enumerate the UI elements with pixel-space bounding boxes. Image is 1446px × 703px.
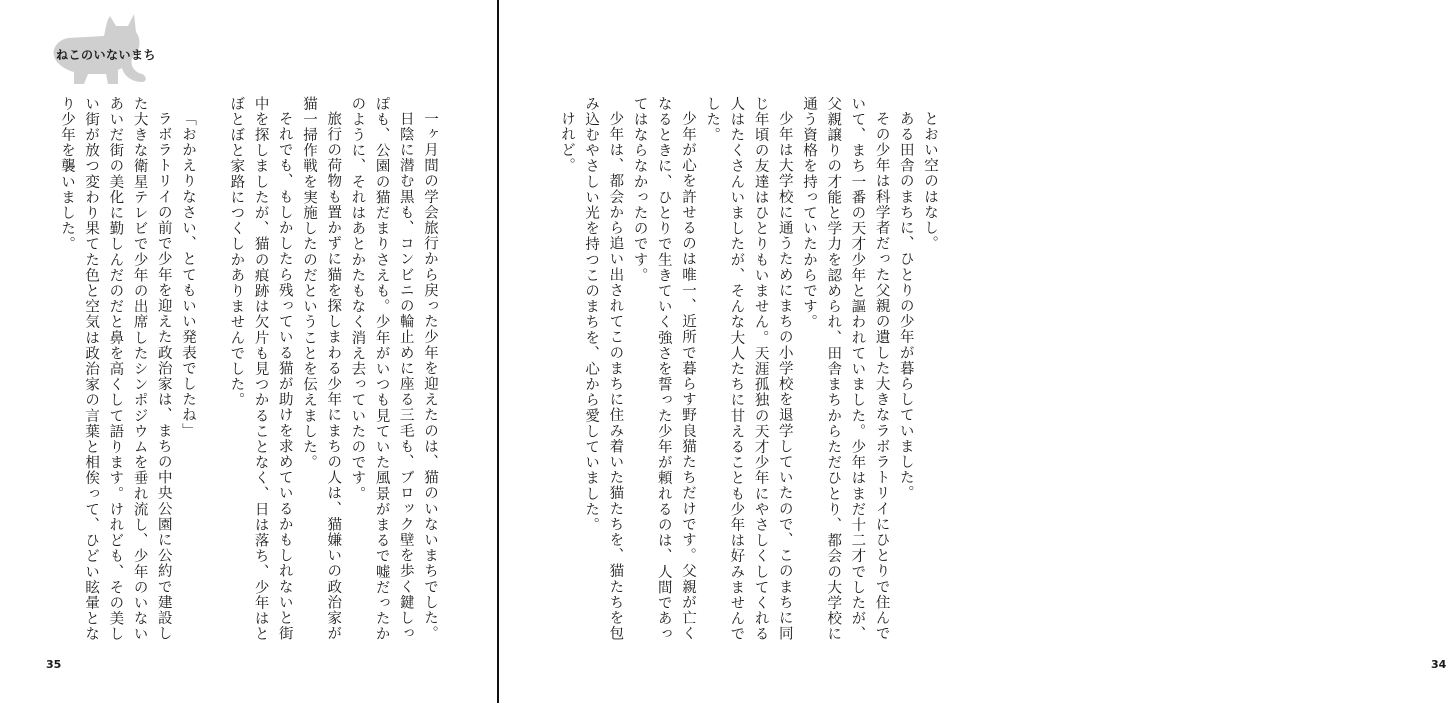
dialogue-line: 「おかえりなさい、とてもいい発表でしたね」 (179, 110, 196, 439)
body-paragraph: 日陰に潜む黒も、コンビニの輪止めに座る三毛も、ブロック壁を歩く鍵しっぽも、公園の猫だまりさえも。少年がいつも見ていた風景がまるで嘘だったかのように、それはあとかたもなく消え去っていたのです。 (349, 96, 414, 642)
body-paragraph: 少年は大学校に通うためにまちの小学校を退学していたので、このまちに同じ年頃の友達はひとりもいません。天涯孤独の天才少年にやさしくしてくれる人はたくさんいましたが、そんな大人たちに甘えることも少年は好みませんでした。 (704, 96, 793, 642)
body-paragraph: とおい空のはなし。 (922, 110, 938, 251)
running-header-title: ねこのいないまち (56, 48, 157, 62)
body-paragraph: その少年は科学者だった父親の遺した大きなラボラトリイにひとりで住んでいて、まち一番の天才少年と謳われていました。少年はまだ十二才でしたが、父親譲りの才能と学力を認められ、田舎まちからただひとり、都会の大学校に通う資格を持っていたからです。 (800, 96, 890, 642)
body-paragraph: 少年が心を許せるのは唯一、近所で暮らす野良猫たちだけです。父親が亡くなるときに、ひとりで生きていく強さを誓った少年が頼れるのは、人間であってはならなかったのです。 (631, 96, 696, 642)
body-paragraph: けれど。 (558, 110, 575, 173)
left-page-body (58, 96, 442, 644)
body-paragraph: 旅行の荷物も置かずに猫を探しまわる少年にまちの人は、猫嫌いの政治家が猫一掃作戦を実施したのだということを伝えました。 (300, 96, 342, 641)
left-page (0, 0, 497, 703)
blank-line (200, 96, 224, 644)
body-paragraph: それでも、もしかしたら残っている猫が助けを求めているかもしれないと街中を探しましたが、猫の痕跡は欠片も見つかることなく、日は落ち、少年はとぼとぼと家路につくしかありませんでした。 (228, 96, 293, 642)
body-paragraph: ラボラトリイの前で少年を迎えた政治家は、まちの中央公園に公約で建設した大きな衛星テレビで少年の出席したシンポジウムを垂れ流し、少年のいないあいだ街の美化に勤しんだのだと鼻を高くして語ります。けれども、その美しい街が放つ変わり果てた色と空気は政治家の言葉と相俟って、ひどい眩暈となり少年を襲いました。 (58, 96, 172, 642)
right-page-body (558, 96, 942, 644)
page-number-right: 34 (1431, 658, 1446, 671)
body-paragraph: 少年は、都会から追い出されてこのまちに住み着いた猫たちを、猫たちを包み込むやさしい光を持つこのまちを、心から愛していました。 (583, 96, 624, 641)
body-paragraph: 一ヶ月間の学会旅行から戻った少年を迎えたのは、猫のいないまちでした。 (422, 110, 438, 641)
body-paragraph: ある田舎のまちに、ひとりの少年が暮らしていました。 (897, 110, 914, 501)
page-number-left: 35 (46, 658, 62, 671)
